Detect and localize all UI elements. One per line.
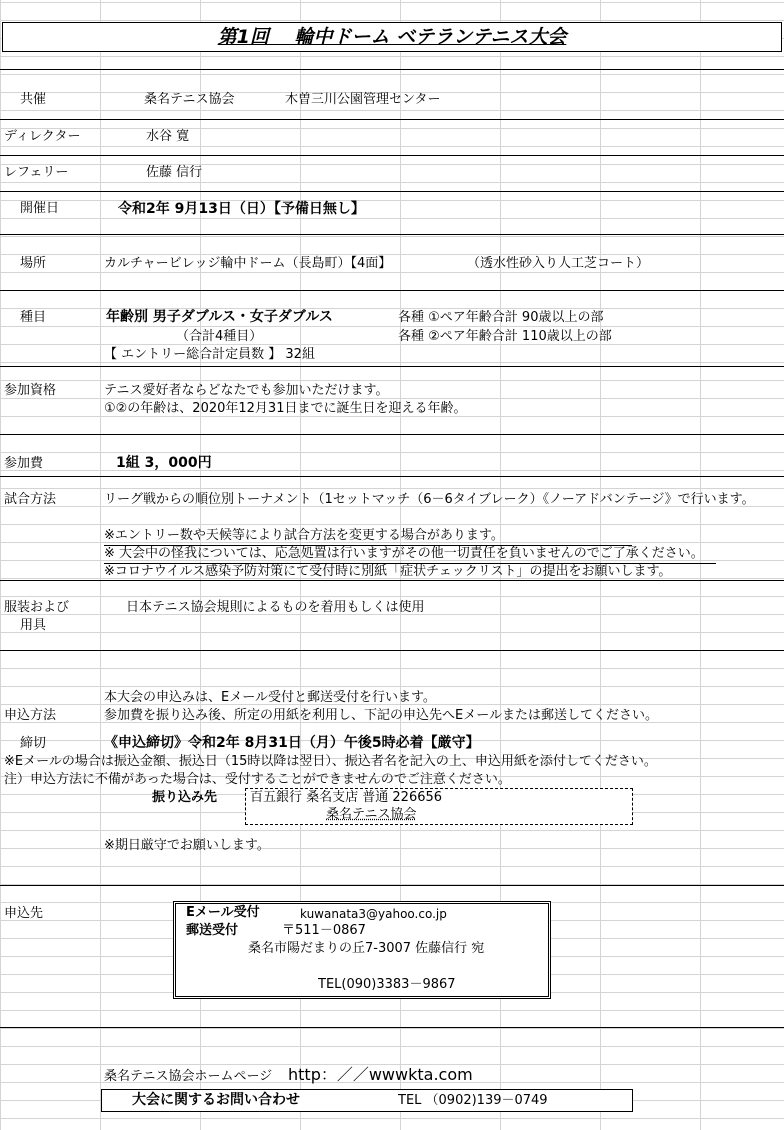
sponsor-label: 共催 [20,92,47,107]
sponsor-org-1: 桑名テニス協会 [144,92,235,107]
venue-name: カルチャービレッジ輪中ドーム（長島町）【4面】 [104,256,392,271]
contact-tel: TEL （0902)139－0749 [398,1093,548,1108]
section-divider [0,885,784,886]
recipient-postal-code: 〒511－0867 [282,923,366,938]
sponsor-org-2: 木曽三川公園管理センター [285,92,441,107]
recipient-label: 申込先 [4,906,44,921]
transfer-label: 振り込み先 [152,790,218,805]
venue-surface: （透水性砂入り人工芝コート） [467,256,650,271]
section-divider [0,434,784,435]
deadline-label: 締切 [20,736,47,751]
referee-name: 佐藤 信行 [146,165,203,180]
format-value: リーグ戦からの順位別トーナメント（1セットマッチ（6－6タイブレーク）《ノーアドバンテージ》で行います。 [104,492,755,507]
events-category-2: 各種 ②ペア年齢合計 110歳以上の部 [398,329,612,344]
email-reception-label: Eメール受付 [186,905,260,920]
email-note: ※Eメールの場合は振込金額、振込日（15時以降は翌日）、振込者名を記入の上、申込用紙を添付してください。 [4,754,657,769]
section-divider [0,191,784,192]
application-intro: 本大会の申込みは、Eメール受付と郵送受付を行います。 [104,690,436,705]
application-caution: 注）申込方法に不備があった場合は、受付することができませんのでご注意ください。 [4,772,511,787]
note-covid: ※コロナウイルス感染予防対策にて受付時に別紙「症状チェックリスト」の提出をお願いします。 [104,564,672,579]
fee-label: 参加費 [4,456,44,471]
attire-value: 日本テニス協会規則によるものを着用もしくは使用 [126,600,425,615]
bank-account: 百五銀行 桑名支店 普通 226656 [250,790,443,805]
events-quota: 【 エントリー総合計定員数 】 32組 [104,347,315,362]
recipient-address: 桑名市陽だまりの丘7-3007 佐藤信行 宛 [248,941,485,956]
events-total: （合計4種目） [176,329,263,344]
eligibility-label: 参加資格 [4,383,57,398]
attire-label-1: 服装および [4,600,70,615]
format-label: 試合方法 [4,492,57,507]
page-title: 第1回 輪中ドーム ベテランテニス大会 [2,22,782,52]
eligibility-line-1: テニス愛好者ならどなたでも参加いただけます。 [104,383,389,398]
section-divider [0,1027,784,1028]
homepage-label: 桑名テニス協会ホームページ [104,1069,273,1084]
mail-reception-label: 郵送受付 [186,923,239,938]
fee-value: 1組 3，000円 [116,455,212,471]
attire-label-2: 用具 [20,618,47,633]
referee-label: レフェリー [4,165,69,180]
section-divider [0,366,784,367]
events-main: 年齢別 男子ダブルス・女子ダブルス [106,309,333,325]
application-label: 申込方法 [4,708,57,723]
note-injury: ※ 大会中の怪我については、応急処置は行いますがその他一切責任を負いませんのでご了承ください。 [104,546,704,561]
date-value: 令和2年 9月13日（日）【予備日無し】 [118,201,365,217]
section-divider [0,650,784,651]
section-divider [0,155,784,156]
deadline-strict-note: ※期日厳守でお願いします。 [104,838,270,853]
director-name: 水谷 寛 [146,129,190,144]
date-label: 開催日 [20,201,60,216]
recipient-tel: TEL(090)3383－9867 [318,977,456,992]
application-method: 参加費を振り込み後、所定の用紙を利用し、下記の申込先へEメールまたは郵送してください。 [104,708,658,723]
section-divider [0,476,784,477]
note-entry: ※エントリー数や天候等により試合方法を変更する場合があります。 [104,528,504,543]
deadline-value: 《申込締切》令和2年 8月31日（月）午後5時必着【厳守】 [104,735,480,751]
recipient-email[interactable]: kuwanata3@yahoo.co.jp [300,907,447,921]
section-divider [0,580,784,581]
venue-label: 場所 [20,256,47,271]
director-label: ディレクター [4,129,81,144]
homepage-url[interactable]: http：／／wwwkta.com [288,1065,473,1084]
section-divider [0,119,784,120]
section-divider [0,69,784,70]
eligibility-line-2: ①②の年齢は、2020年12月31日までに誕生日を迎える年齢。 [104,401,467,416]
bank-account-name: 桑名テニス協会 [326,807,417,822]
contact-label: 大会に関するお問い合わせ [132,1092,300,1108]
section-divider [0,234,784,235]
section-divider [0,290,784,291]
events-label: 種目 [20,310,47,325]
events-category-1: 各種 ①ペア年齢合計 90歳以上の部 [398,310,604,325]
